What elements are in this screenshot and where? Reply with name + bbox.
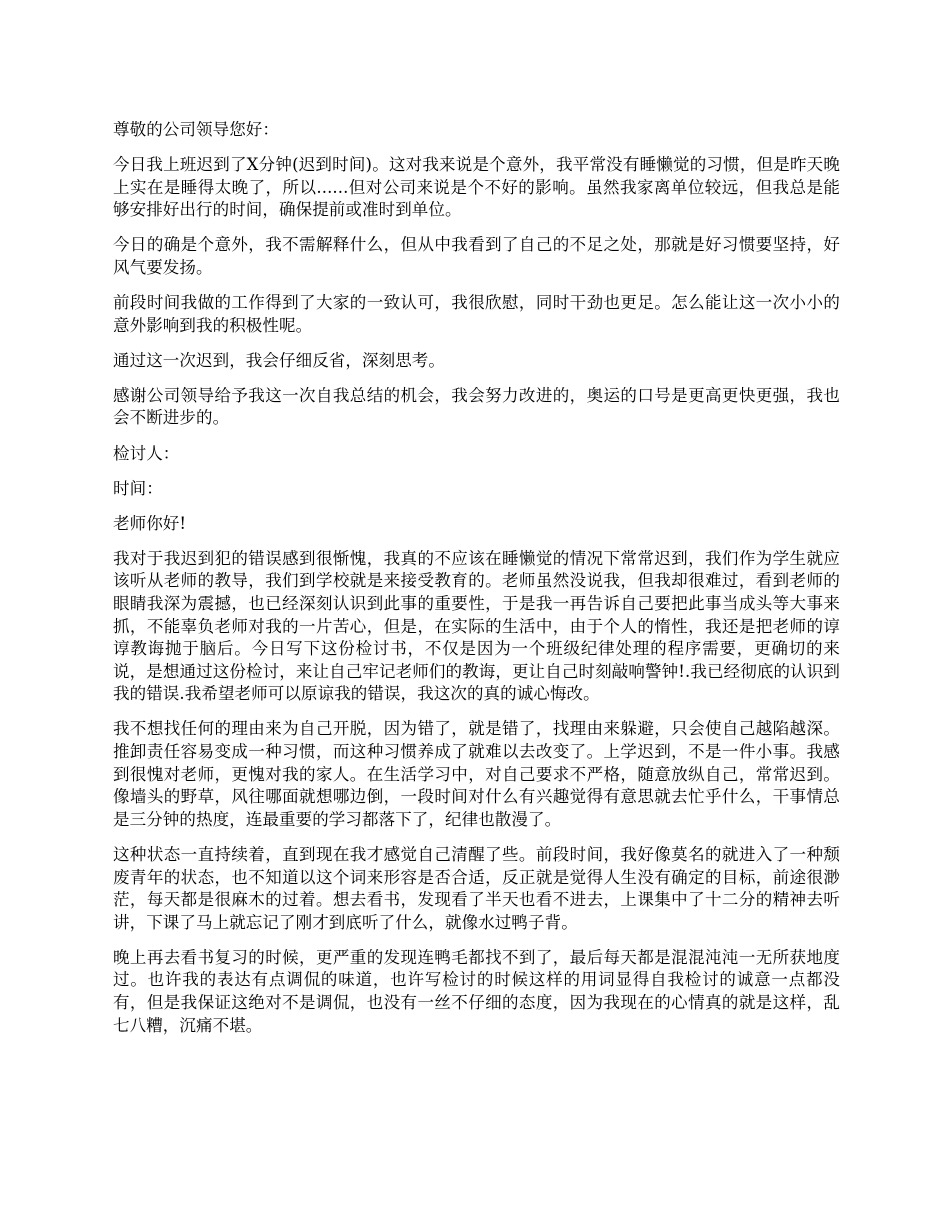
body-paragraph: 我不想找任何的理由来为自己开脱，因为错了，就是错了，找理由来躲避，只会使自己越陷越深。推卸责任容易变成一种习惯，而这种习惯养成了就难以去改变了。上学迟到，不是一件小事。我感到很愧对老师，更愧对我的家人。在生活学习中，对自己要求不严格，随意放纵自己，常常迟到。像墙头的野草，风往哪面就想哪边倒，一段时间对什么有兴趣觉得有意思就去忙乎什么，干事情总是三分钟的热度，连最重要的学习都落下了，纪律也散漫了。	[113, 719, 840, 829]
body-paragraph: 今日的确是个意外，我不需解释什么，但从中我看到了自己的不足之处，那就是好习惯要坚持，好风气要发扬。	[113, 235, 840, 277]
salutation-company: 尊敬的公司领导您好：	[113, 120, 279, 139]
body-paragraph: 这种状态一直持续着，直到现在我才感觉自己清醒了些。前段时间，我好像莫名的就进入了一种颓废青年的状态，也不知道以这个词来形容是否合适，反正就是觉得人生没有确定的目标，前途很渺茫，每天都是很麻木的过着。想去看书，发现看了半天也看不进去，上课集中了十二分的精神去听讲，下课了马上就忘记了刚才到底听了什么，就像水过鸭子背。	[113, 844, 840, 932]
body-paragraph: 通过这一次迟到，我会仔细反省，深刻思考。	[113, 350, 445, 370]
salutation-teacher: 老师你好!	[113, 513, 187, 533]
body-paragraph: 感谢公司领导给予我这一次自我总结的机会，我会努力改进的，奥运的口号是更高更快更强，我也会不断进步的。	[113, 385, 840, 428]
body-paragraph: 前段时间我做的工作得到了大家的一致认可，我很欣慰，同时干劲也更足。怎么能让这一次小小的意外影响到我的积极性呢。	[113, 293, 840, 335]
body-paragraph: 今日我上班迟到了X分钟(迟到时间)。这对我来说是个意外，我平常没有睡懒觉的习惯，但是昨天晚上实在是睡得太晚了，所以......但对公司来说是个不好的影响。虽然我家离单位较远，但我总是能够安排好出行的时间，确保提前或准时到单位。	[113, 155, 840, 220]
body-paragraph: 晚上再去看书复习的时候，更严重的发现连鸭毛都找不到了，最后每天都是混混沌沌一无所获地度过。也许我的表达有点调侃的味道，也许写检讨的时候这样的用词显得自我检讨的诚意一点都没有，但是我保证这绝对不是调侃，也没有一丝不仔细的态度，因为我现在的心情真的就是这样，乱七八糟，沉痛不堪。	[113, 947, 840, 1035]
date-label: 时间：	[113, 478, 163, 498]
document-body	[113, 119, 840, 1050]
signer-label: 检讨人：	[113, 443, 180, 463]
body-paragraph: 我对于我迟到犯的错误感到很惭愧，我真的不应该在睡懒觉的情况下常常迟到，我们作为学生就应该听从老师的教导，我们到学校就是来接受教育的。老师虽然没说我，但我却很难过，看到老师的眼睛我深为震撼，也已经深刻认识到此事的重要性，于是我一再告诉自己要把此事当成头等大事来抓，不能辜负老师对我的一片苦心，但是，在实际的生活中，由于个人的惰性，我还是把老师的谆谆教诲抛于脑后。今日写下这份检讨书，不仅是因为一个班级纪律处理的程序需要，更确切的来说，是想通过这份检讨，来让自己牢记老师们的教诲，更让自己时刻敲响警钟!.我已经彻底的认识到我的错误.我希望老师可以原谅我的错误，我这次的真的诚心悔改。	[113, 548, 841, 704]
